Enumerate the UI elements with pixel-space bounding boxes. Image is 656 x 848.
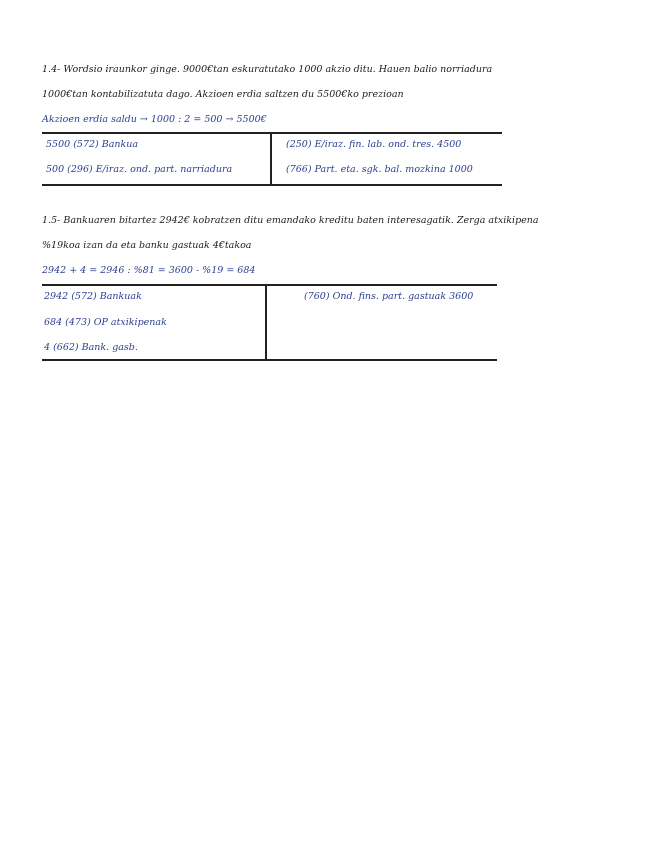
ex14-t-account-bottom-line [42,184,502,186]
ex15-debit-entry: 684 (473) OP atxikipenak [44,317,167,328]
ex15-calculation: 2942 + 4 = 2946 : %81 = 3600 - %19 = 684 [42,265,256,276]
ex15-statement-line1: 1.5- Bankuaren bitartez 2942€ kobratzen ditu emandako kreditu baten interesagatik. Zerga atxikipena [42,215,539,226]
ex14-debit-entry: 5500 (572) Bankua [46,139,139,150]
ex14-credit-entry: (250) E/iraz. fin. lab. ond. tres. 4500 [286,139,462,150]
ex15-statement-line2: %19koa izan da eta banku gastuak 4€takoa [42,240,252,251]
ex14-statement-line1: 1.4- Wordsio iraunkor ginge. 9000€tan eskuratutako 1000 akzio ditu. Hauen balio norriadura [42,64,493,75]
ex14-credit-entry: (766) Part. eta. sgk. bal. mozkina 1000 [286,164,473,175]
ex14-debit-entry: 500 (296) E/iraz. ond. part. narriadura [46,164,233,175]
ex14-statement-line2: 1000€tan kontabilizatuta dago. Akzioen erdia saltzen du 5500€ko prezioan [42,89,404,100]
ex15-t-account-bottom-line [42,359,497,361]
ex15-debit-entry: 2942 (572) Bankuak [44,291,142,302]
ex15-t-account-divider [265,284,267,359]
ex15-credit-entry: (760) Ond. fins. part. gastuak 3600 [304,291,474,302]
ex15-t-account-top-line [42,284,497,286]
ex14-t-account-top-line [42,132,502,134]
ex14-calculation: Akzioen erdia saldu → 1000 : 2 = 500 → 5500€ [42,114,267,125]
ex14-t-account-divider [270,132,272,184]
ex15-debit-entry: 4 (662) Bank. gasb. [44,342,138,353]
